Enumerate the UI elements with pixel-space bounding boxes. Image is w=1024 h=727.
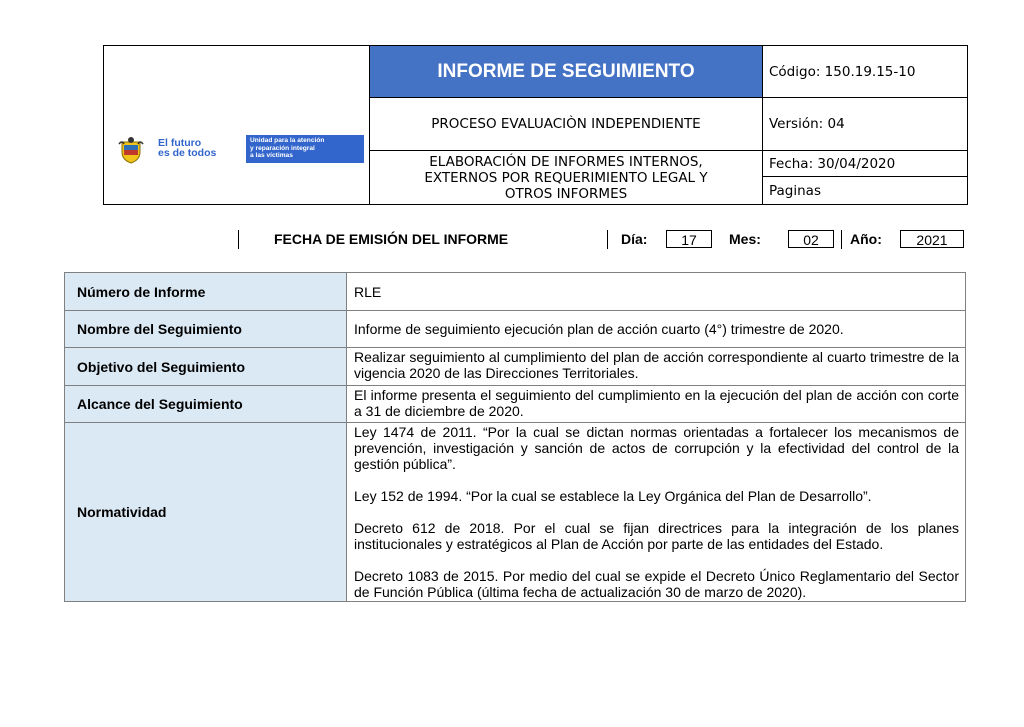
document-title: INFORME DE SEGUIMIENTO: [370, 46, 762, 98]
document-pages: Paginas: [769, 182, 821, 199]
procedure-name: ELABORACIÓN DE INFORMES INTERNOS, EXTERNOS POR REQUERIMIENTO LEGAL Y OTROS INFORMES: [424, 154, 708, 202]
header-center: [370, 46, 763, 204]
normativity-item: Ley 1474 de 2011. “Por la cual se dictan normas orientadas a fortalecer los mecanismos de prevención, investigación y sanción de actos de corrupción y la efectividad del control de la gestión pública”.: [354, 424, 959, 472]
document-header: [103, 45, 968, 205]
row-key: Alcance del Seguimiento: [65, 386, 347, 423]
row-value: Informe de seguimiento ejecución plan de acción cuarto (4°) trimestre de 2020.: [347, 311, 966, 348]
normativity-item: Decreto 612 de 2018. Por el cual se fijan directrices para la integración de los planes institucionales y estratégicos al Plan de Acción por parte de las entidades del Estado.: [354, 520, 959, 552]
row-key: Objetivo del Seguimiento: [65, 348, 347, 386]
logo-unit-band: Unidad para la atención y reparación integral a las víctimas: [246, 135, 364, 163]
year-value: 2021: [900, 230, 964, 248]
table-row: [65, 311, 966, 348]
logo-cell: [104, 46, 370, 204]
row-key: Número de Informe: [65, 273, 347, 311]
logo-slogan: El futuro es de todos: [158, 137, 217, 159]
issue-date-label: FECHA DE EMISIÓN DEL INFORME: [274, 231, 509, 247]
coat-of-arms-icon: [118, 136, 144, 164]
year-label: Año:: [850, 231, 882, 247]
row-value: RLE: [347, 273, 966, 311]
row-value: Realizar seguimiento al cumplimiento del plan de acción correspondiente al cuarto trimestre de la vigencia 2020 de las Direcciones Territoriales.: [347, 348, 966, 386]
issue-date-row: [238, 230, 965, 249]
day-label: Día:: [621, 231, 648, 247]
document-code: Código: 150.19.15-10: [763, 46, 967, 98]
table-row: [65, 273, 966, 311]
day-value: 17: [666, 230, 712, 248]
document-date: Fecha: 30/04/2020: [763, 151, 967, 177]
table-row: [65, 386, 966, 423]
month-value: 02: [788, 230, 834, 248]
normativity-list: [347, 423, 966, 602]
process-name: PROCESO EVALUACIÒN INDEPENDIENTE: [370, 98, 762, 151]
institution-logo: [118, 132, 366, 168]
report-info-table: [64, 272, 966, 602]
row-key: Nombre del Seguimiento: [65, 311, 347, 348]
month-label: Mes:: [729, 231, 761, 247]
table-row: [65, 348, 966, 386]
document-version: Versión: 04: [763, 98, 967, 151]
row-key: Normatividad: [65, 423, 347, 602]
header-meta: [763, 46, 967, 204]
table-row: [65, 423, 966, 602]
row-value: El informe presenta el seguimiento del cumplimiento en la ejecución del plan de acción con corte a 31 de diciembre de 2020.: [347, 386, 966, 423]
normativity-item: Decreto 1083 de 2015. Por medio del cual se expide el Decreto Único Reglamentario del Sector de Función Pública (última fecha de actualización 30 de marzo de 2020).: [354, 568, 959, 600]
normativity-item: Ley 152 de 1994. “Por la cual se establece la Ley Orgánica del Plan de Desarrollo”.: [354, 488, 872, 504]
